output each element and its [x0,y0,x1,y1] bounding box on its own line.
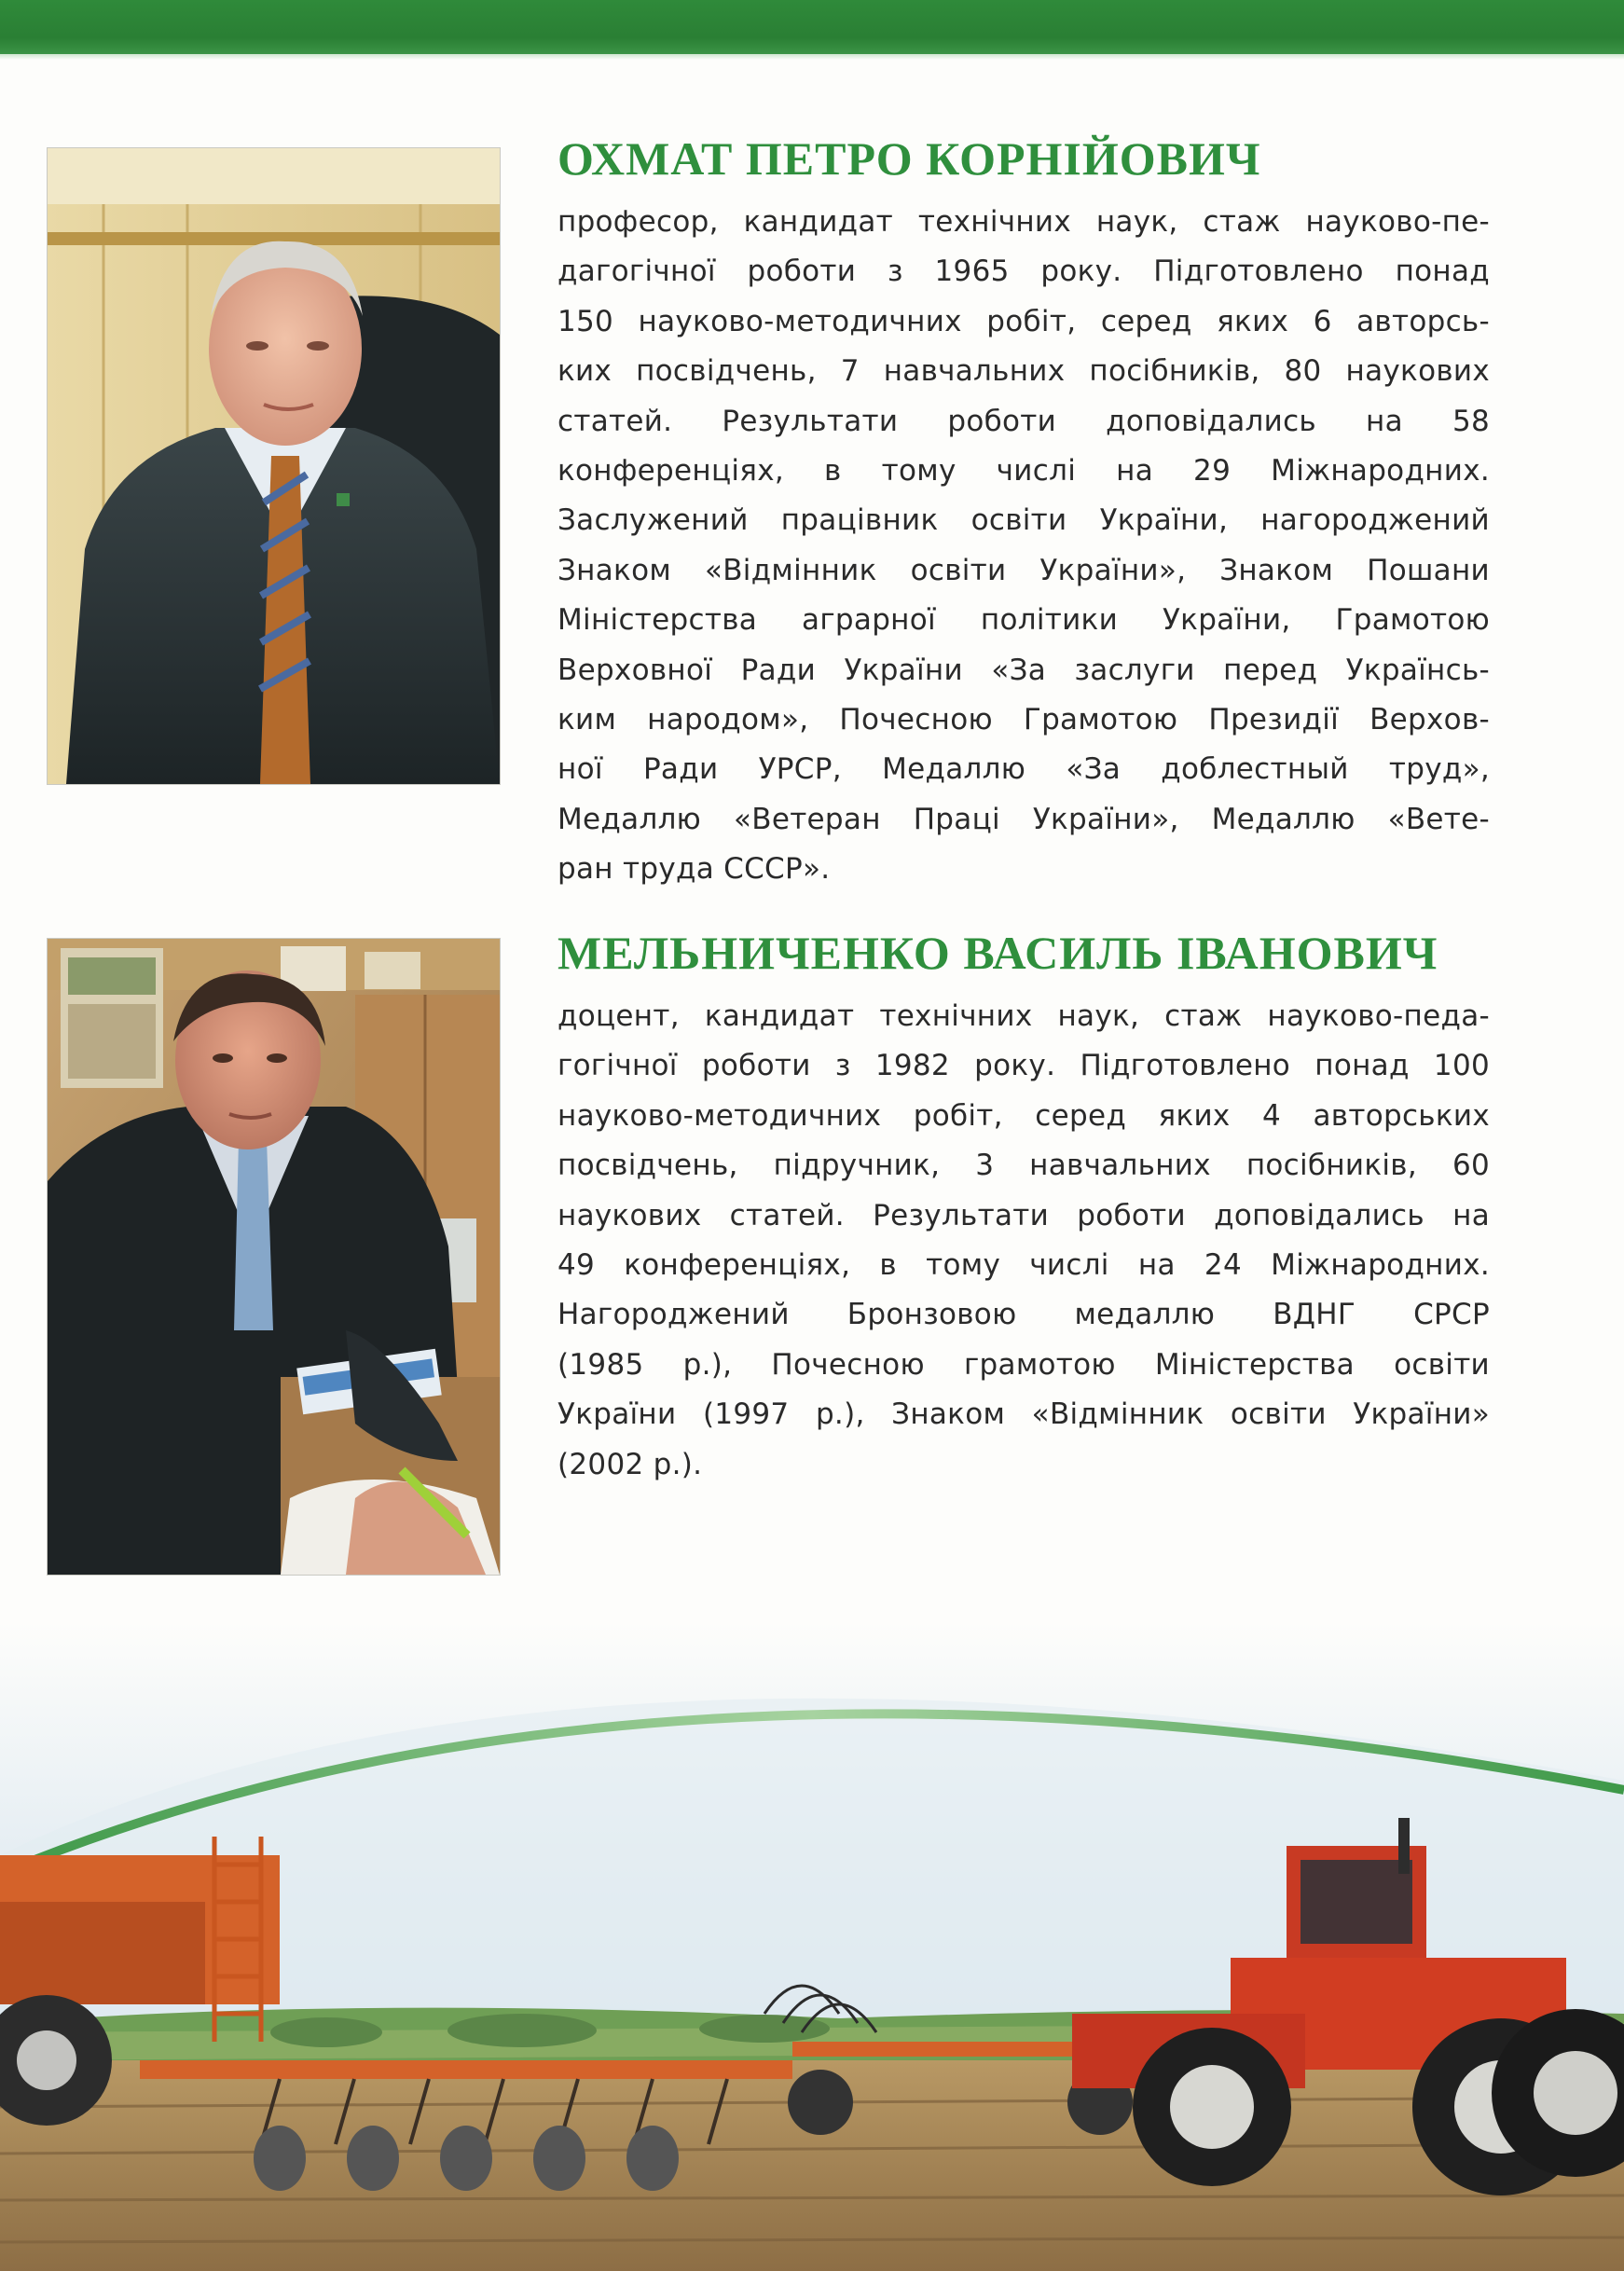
description-line: (1985 р.), Почесною грамотою Міністерства освіти [557,1347,1490,1382]
top-band-shadow [0,54,1624,60]
portrait-photo-okhmat [47,147,501,785]
profile-description [557,992,1490,1490]
description-line: ким народом», Почесною Грамотою Президії Верхов- [557,703,1490,737]
description-line: статей. Результати роботи доповідались на 58 [557,404,1490,438]
description-line: 49 конференціях, в тому числі на 24 Міжнародних. [557,1248,1490,1283]
profile-name: МЕЛЬНИЧЕНКО ВАСИЛЬ ІВАНОВИЧ [557,927,1438,979]
description-line: посвідчень, підручник, 3 навчальних посібників, 60 [557,1149,1490,1183]
description-line: професор, кандидат технічних наук, стаж науково-пе- [557,205,1490,239]
description-line: конференціях, в тому числі на 29 Міжнародних. [557,454,1490,489]
description-line: наукових статей. Результати роботи доповідались на [557,1198,1490,1232]
description-line: (2002 р.). [557,1447,703,1481]
description-line: 150 науково-методичних робіт, серед яких 6 авторсь- [557,304,1490,338]
tractor-field-illustration [0,1622,1624,2271]
profile-name: ОХМАТ ПЕТРО КОРНІЙОВИЧ [557,132,1261,185]
description-line: Міністерства аграрної політики України, Грамотою [557,603,1490,638]
description-line: Верховної Ради України «За заслуги перед Українсь- [557,653,1490,687]
description-line: ких посвідчень, 7 навчальних посібників, 80 наукових [557,354,1490,389]
description-line: доцент, кандидат технічних наук, стаж науково-педа- [557,999,1490,1033]
profile-okhmat [557,131,1490,895]
description-line: Заслужений працівник освіти України, нагороджений [557,503,1490,538]
portrait-photo-melnychenko [47,938,501,1576]
description-line: України (1997 р.), Знаком «Відмінник освіти України» [557,1397,1490,1432]
description-line: ної Ради УРСР, Медаллю «За доблестный труд», [557,752,1490,787]
description-line: Знаком «Відмінник освіти України», Знаком Пошани [557,553,1490,587]
description-line: ран труда СССР». [557,852,831,887]
description-line: гогічної роботи з 1982 року. Підготовлено понад 100 [557,1049,1490,1083]
description-line: науково-методичних робіт, серед яких 4 авторських [557,1098,1490,1133]
profile-melnychenko [557,925,1490,1490]
description-line: Нагороджений Бронзовою медаллю ВДНГ СРСР [557,1298,1490,1332]
description-line: дагогічної роботи з 1965 року. Підготовлено понад [557,255,1490,289]
profile-description [557,198,1490,895]
top-green-band [0,0,1624,54]
description-line: Медаллю «Ветеран Праці України», Медаллю «Вете- [557,802,1490,836]
